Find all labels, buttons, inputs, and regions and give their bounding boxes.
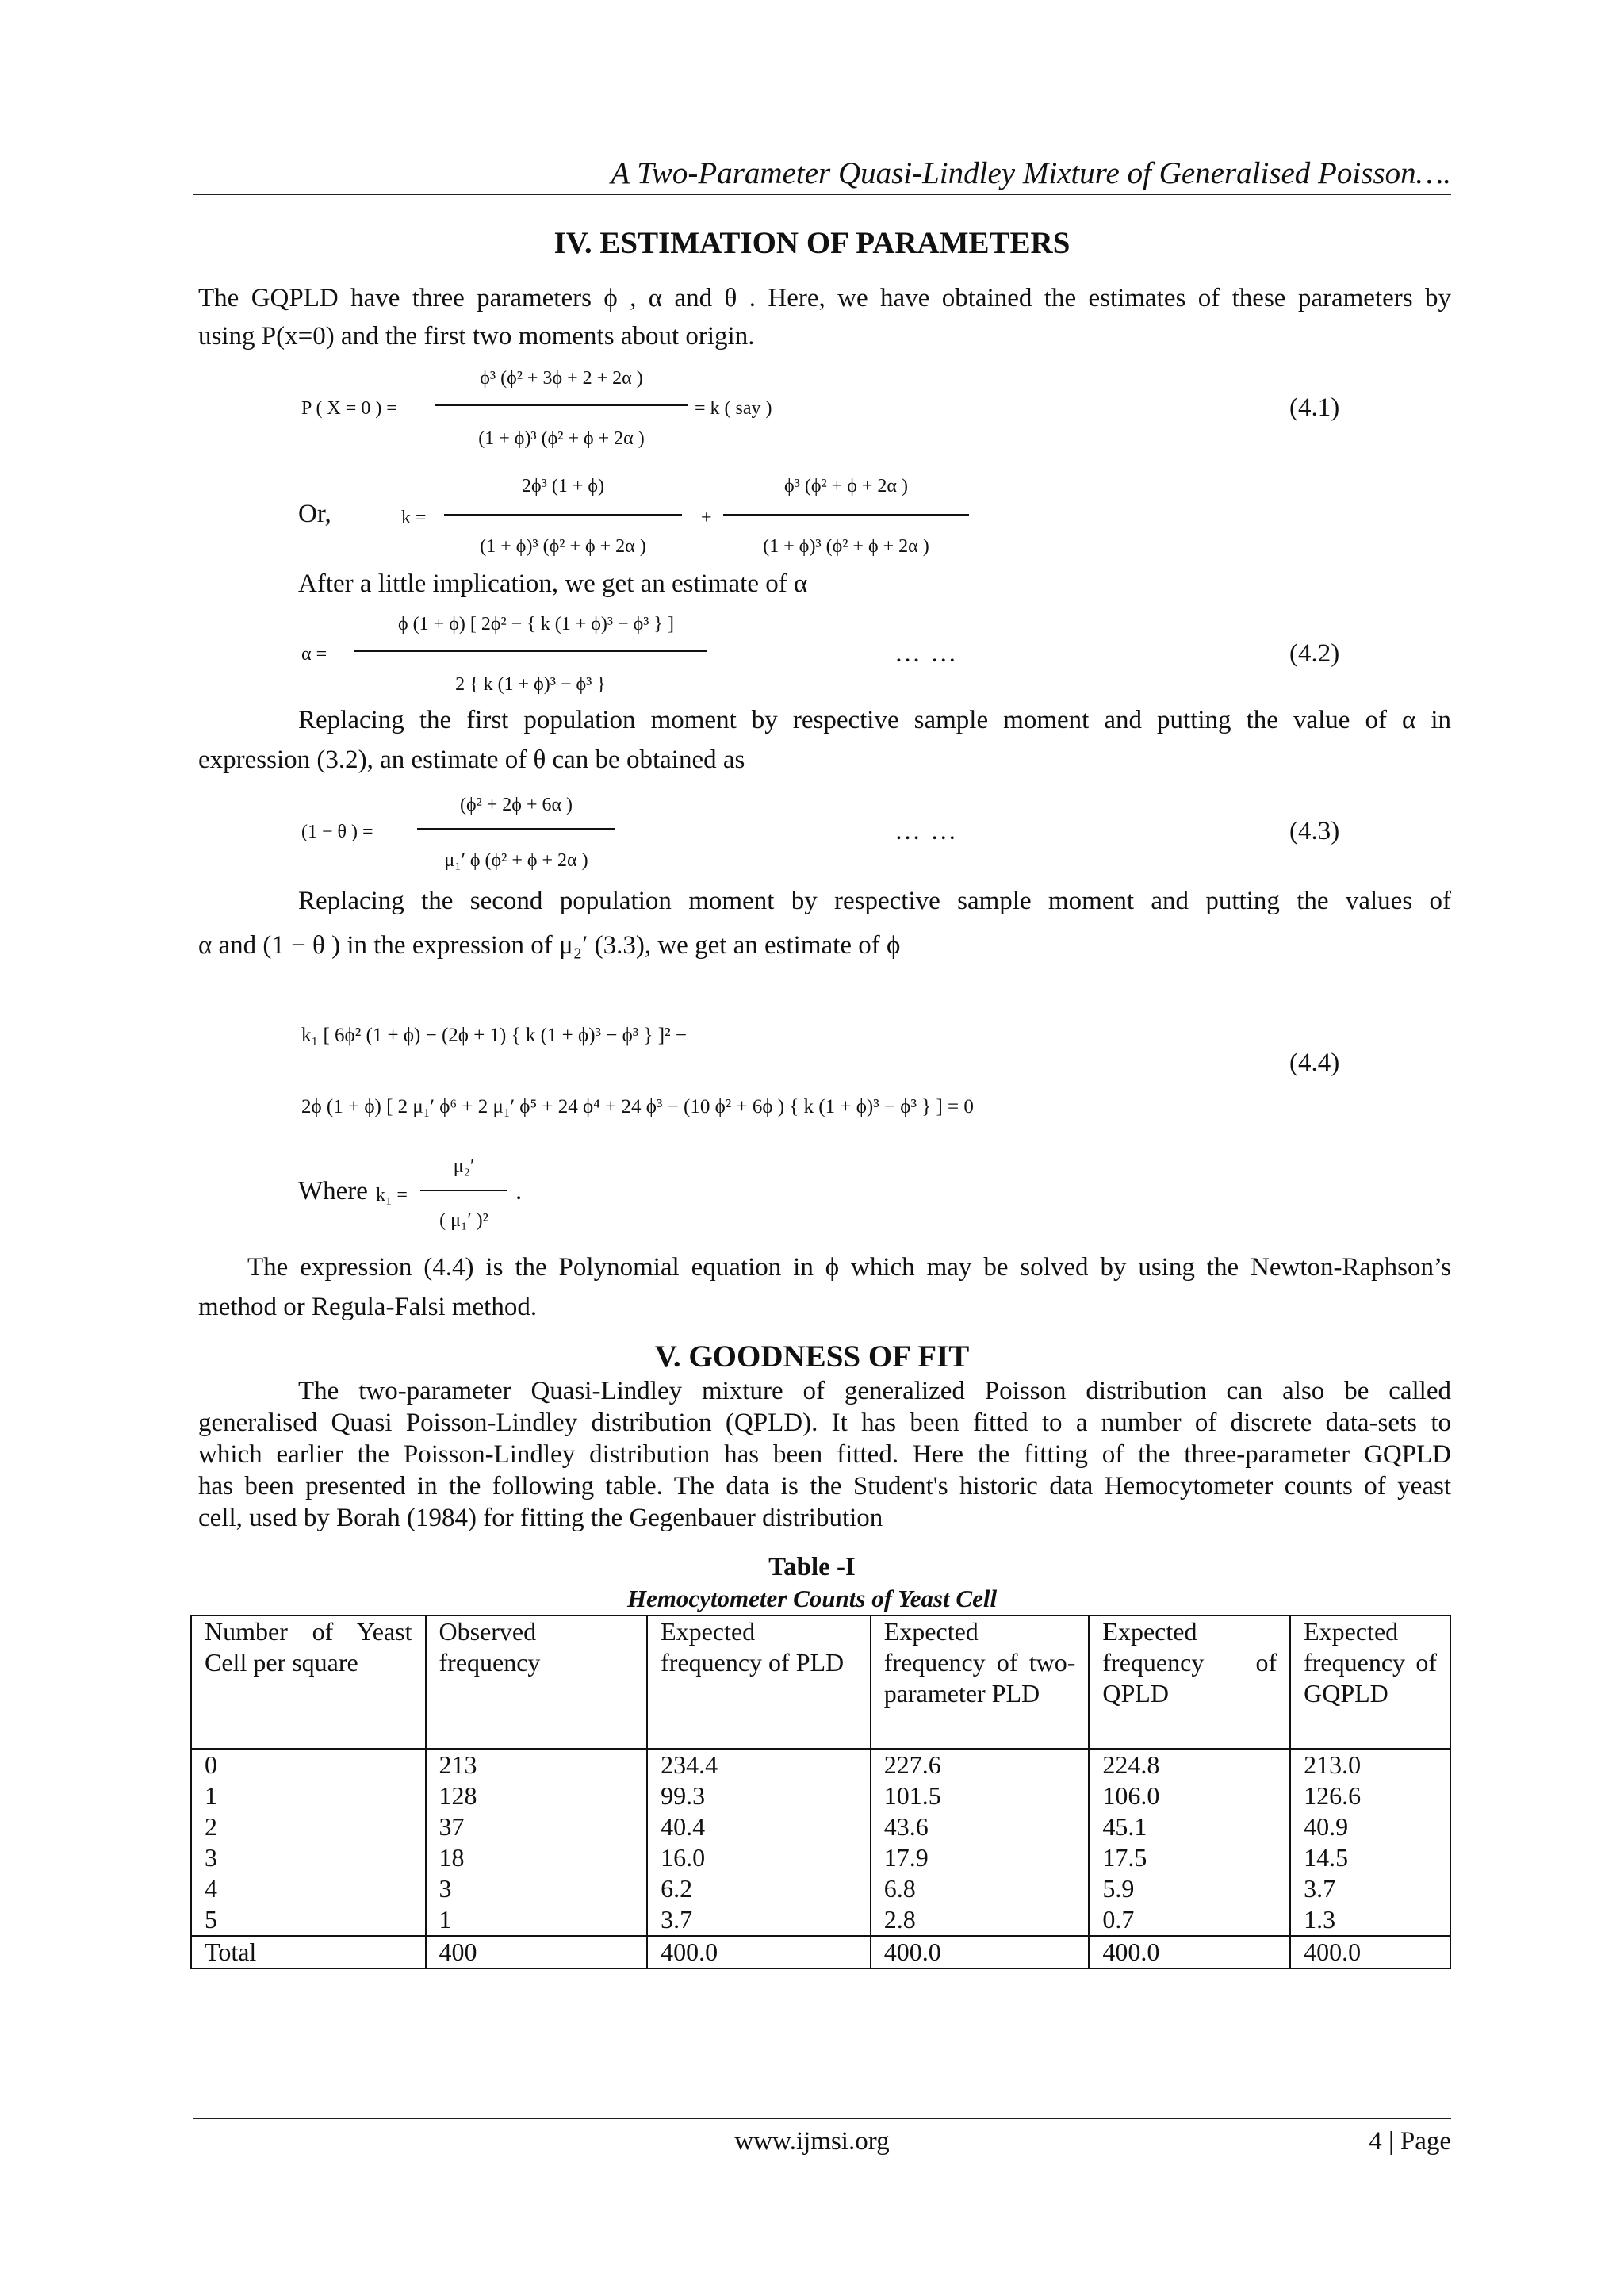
- table-column-cells: [191, 1749, 426, 1936]
- eq42-lhs: α =: [301, 644, 327, 665]
- eq-k-fraction-bar-1: [444, 514, 682, 516]
- table-header-row: [191, 1616, 1450, 1749]
- table-cell: 400.0: [1089, 1936, 1290, 1968]
- table-column-cells: [647, 1749, 871, 1936]
- eq43-numerator: (ϕ² + 2ϕ + 6α ): [459, 795, 573, 815]
- table-header-cell: Observed frequency: [426, 1616, 648, 1749]
- eq42-dots: … …: [894, 639, 959, 668]
- footer-site: www.ijmsi.org: [734, 2127, 890, 2156]
- table-cell: 224.8: [1102, 1750, 1160, 1779]
- table-cell: Total: [191, 1936, 426, 1968]
- table-cell: 1: [439, 1905, 452, 1934]
- eq44-line-2: 2ϕ (1 + ϕ) [ 2 μ₁′ ϕ⁶ + 2 μ₁′ ϕ⁵ + 24 ϕ⁴ + 24 ϕ³ − (10 ϕ² + 6ϕ ) { k (1 + ϕ)³ − ϕ³ } ] = 0: [301, 1096, 974, 1117]
- table-cell: 1.3: [1304, 1905, 1336, 1934]
- or-label: Or,: [298, 500, 331, 528]
- where-label: Where: [298, 1177, 368, 1205]
- gof-line-2: generalised Quasi Poisson-Lindley distribution (QPLD). It has been fitted to a number of discrete data-sets to: [198, 1409, 1451, 1437]
- table-cell: 3.7: [661, 1905, 693, 1934]
- eq43-lhs: (1 − θ ) =: [301, 822, 373, 842]
- table-cell: 5.9: [1102, 1874, 1135, 1903]
- intro-line-1: The GQPLD have three parameters ϕ , α and θ . Here, we have obtained the estimates of these parameters by: [198, 284, 1451, 312]
- table-cell: 128: [439, 1781, 477, 1810]
- table-label: Table -I: [768, 1553, 856, 1581]
- table-header-cell: Expected frequency of GQPLD: [1290, 1616, 1450, 1749]
- gof-line-5: cell, used by Borah (1984) for fitting the Gegenbauer distribution: [198, 1504, 883, 1532]
- eq42-denominator: 2 { k (1 + ϕ)³ − ϕ³ }: [455, 674, 606, 695]
- eq43-fraction-bar: [417, 828, 615, 830]
- table-cell: 400: [426, 1936, 648, 1968]
- eq44-line-1: k₁ [ 6ϕ² (1 + ϕ) − (2ϕ + 1) { k (1 + ϕ)³ − ϕ³ } ]² −: [301, 1025, 687, 1046]
- eq-k-numerator-1: 2ϕ³ (1 + ϕ): [522, 476, 604, 496]
- table-cell: 227.6: [883, 1750, 941, 1779]
- eq-k-lhs: k =: [401, 508, 427, 528]
- footer-page-number: 4 | Page: [1369, 2127, 1451, 2156]
- eq42-number: (4.2): [1289, 639, 1340, 668]
- table-column-cells: [871, 1749, 1090, 1936]
- table-cell: 14.5: [1304, 1843, 1349, 1872]
- table-cell: 0.7: [1102, 1905, 1135, 1934]
- table-cell: 400.0: [647, 1936, 871, 1968]
- section-title-goodness-of-fit: V. GOODNESS OF FIT: [654, 1340, 970, 1374]
- table-cell: 5: [205, 1905, 217, 1934]
- section-title-estimation: IV. ESTIMATION OF PARAMETERS: [553, 226, 1071, 260]
- table-cell: 37: [439, 1812, 465, 1841]
- table-cell: 400.0: [871, 1936, 1090, 1968]
- gof-line-4: has been presented in the following table. The data is the Student's historic data Hemocytometer counts of yeast: [198, 1472, 1451, 1501]
- intro-line-2: using P(x=0) and the first two moments about origin.: [198, 322, 755, 351]
- table-caption: Hemocytometer Counts of Yeast Cell: [626, 1585, 998, 1612]
- footer-rule: [193, 2118, 1451, 2119]
- table-cell: 40.9: [1304, 1812, 1349, 1841]
- table-header-cell: Expected frequency of PLD: [647, 1616, 871, 1749]
- table-cell: 213.0: [1304, 1750, 1362, 1779]
- replace1-line-2: expression (3.2), an estimate of θ can be obtained as: [198, 746, 745, 774]
- eq44-number: (4.4): [1289, 1048, 1340, 1077]
- eq41-number: (4.1): [1289, 393, 1340, 422]
- eq41-rhs: = k ( say ): [695, 398, 772, 419]
- replace2-line-1: Replacing the second population moment by respective sample moment and putting the values of: [298, 887, 1451, 915]
- table-cell: 0: [205, 1750, 217, 1779]
- gof-line-1: The two-parameter Quasi-Lindley mixture of generalized Poisson distribution can also be called: [298, 1377, 1451, 1405]
- table-cell: 6.2: [661, 1874, 693, 1903]
- table-cell: 17.5: [1102, 1843, 1147, 1872]
- table-cell: 106.0: [1102, 1781, 1160, 1810]
- eq42-numerator: ϕ (1 + ϕ) [ 2ϕ² − { k (1 + ϕ)³ − ϕ³ } ]: [398, 614, 674, 634]
- where-numerator: μ₂′: [453, 1156, 475, 1177]
- table-column-cells: [426, 1749, 648, 1936]
- table-cell: 101.5: [883, 1781, 941, 1810]
- replace2-line-2: α and (1 − θ ) in the expression of μ₂′ (3.3), we get an estimate of ϕ: [198, 931, 901, 960]
- eq41-numerator: ϕ³ (ϕ² + 3ϕ + 2 + 2α ): [480, 368, 643, 389]
- table-cell: 4: [205, 1874, 217, 1903]
- table-cell: 6.8: [883, 1874, 916, 1903]
- eq-k-plus: +: [701, 508, 712, 528]
- eq41-lhs: P ( X = 0 ) =: [301, 398, 397, 419]
- yeast-cell-table: [190, 1615, 1451, 1969]
- table-cell: 16.0: [661, 1843, 706, 1872]
- eq-k-denominator-2: (1 + ϕ)³ (ϕ² + ϕ + 2α ): [763, 536, 929, 557]
- table-cell: 18: [439, 1843, 465, 1872]
- where-denominator: ( μ₁′ )²: [439, 1210, 488, 1231]
- table-cell: 40.4: [661, 1812, 706, 1841]
- table-cell: 234.4: [661, 1750, 718, 1779]
- closing-line-2: method or Regula-Falsi method.: [198, 1293, 538, 1321]
- eq43-number: (4.3): [1289, 817, 1340, 845]
- table-header-cell: Expected frequency of two-parameter PLD: [871, 1616, 1090, 1749]
- eq43-dots: … …: [894, 817, 959, 845]
- table-cell: 400.0: [1290, 1936, 1450, 1968]
- replace1-line-1: Replacing the first population moment by respective sample moment and putting the value of α in: [298, 706, 1451, 734]
- where-fraction-bar: [420, 1190, 508, 1191]
- table-cell: 126.6: [1304, 1781, 1362, 1810]
- after-implication-text: After a little implication, we get an estimate of α: [298, 569, 808, 598]
- table-column-cells: [1290, 1749, 1450, 1936]
- table-header-cell: Number of Yeast Cell per square: [191, 1616, 426, 1749]
- table-cell: 3: [205, 1843, 217, 1872]
- table-body-row: [191, 1749, 1450, 1936]
- where-k1-lhs: k₁ =: [376, 1185, 408, 1205]
- table-cell: 2: [205, 1812, 217, 1841]
- table-cell: 43.6: [883, 1812, 929, 1841]
- table-cell: 99.3: [661, 1781, 706, 1810]
- table-cell: 3.7: [1304, 1874, 1336, 1903]
- table-total-row: [191, 1936, 1450, 1968]
- closing-line-1: The expression (4.4) is the Polynomial equation in ϕ which may be solved by using the Newton-Raphson’s: [247, 1253, 1451, 1282]
- eq43-denominator: μ₁′ ϕ (ϕ² + ϕ + 2α ): [444, 850, 588, 871]
- eq41-denominator: (1 + ϕ)³ (ϕ² + ϕ + 2α ): [478, 428, 645, 449]
- table-cell: 3: [439, 1874, 452, 1903]
- table-cell: 213: [439, 1750, 477, 1779]
- eq-k-numerator-2: ϕ³ (ϕ² + ϕ + 2α ): [784, 476, 908, 496]
- eq-k-fraction-bar-2: [723, 514, 969, 516]
- table-cell: 1: [205, 1781, 217, 1810]
- table-header-cell: Expected frequency of QPLD: [1089, 1616, 1290, 1749]
- where-end-period: .: [515, 1177, 523, 1205]
- table-cell: 17.9: [883, 1843, 929, 1872]
- table-cell: 2.8: [883, 1905, 916, 1934]
- running-header: A Two-Parameter Quasi-Lindley Mixture of Generalised Poisson….: [611, 156, 1451, 190]
- eq41-fraction-bar: [435, 404, 688, 406]
- eq42-fraction-bar: [354, 650, 707, 652]
- header-rule: [193, 194, 1451, 195]
- eq-k-denominator-1: (1 + ϕ)³ (ϕ² + ϕ + 2α ): [480, 536, 646, 557]
- table-column-cells: [1089, 1749, 1290, 1936]
- gof-line-3: which earlier the Poisson-Lindley distribution has been fitted. Here the fitting of the three-parameter GQPLD: [198, 1440, 1451, 1469]
- table-cell: 45.1: [1102, 1812, 1147, 1841]
